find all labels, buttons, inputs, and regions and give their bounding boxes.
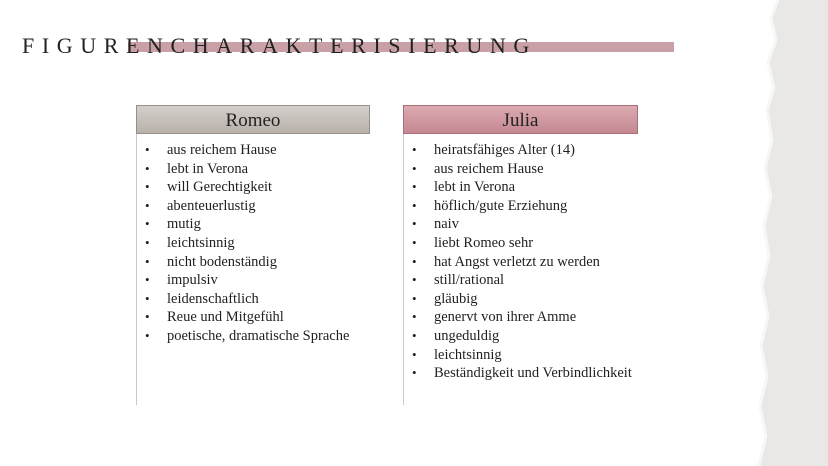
romeo-header: Romeo (136, 105, 370, 134)
list-item: • leichtsinnig (404, 346, 638, 365)
list-item: • höflich/gute Erziehung (404, 197, 638, 216)
julia-trait-list (404, 141, 638, 383)
list-item: • will Gerechtigkeit (137, 178, 370, 197)
list-item: • mutig (137, 215, 370, 234)
slide-title: FIGURENCHARAKTERISIERUNG (22, 33, 537, 58)
list-item: • abenteuerlustig (137, 197, 370, 216)
torn-paper-decoration (738, 0, 828, 466)
list-item: • liebt Romeo sehr (404, 234, 638, 253)
list-item: • naiv (404, 215, 638, 234)
list-item: • aus reichem Hause (404, 160, 638, 179)
list-item: • leidenschaftlich (137, 290, 370, 309)
list-item: • genervt von ihrer Amme (404, 308, 638, 327)
list-item: • Reue und Mitgefühl (137, 308, 370, 327)
list-item: • still/rational (404, 271, 638, 290)
list-item: • heiratsfähiges Alter (14) (404, 141, 638, 160)
list-item: • hat Angst verletzt zu werden (404, 253, 638, 272)
list-item: • gläubig (404, 290, 638, 309)
list-item: • nicht bodenständig (137, 253, 370, 272)
list-item: • lebt in Verona (404, 178, 638, 197)
julia-column (403, 105, 638, 405)
list-item: • impulsiv (137, 271, 370, 290)
list-item: • lebt in Verona (137, 160, 370, 179)
list-item: • aus reichem Hause (137, 141, 370, 160)
julia-trait-box (403, 134, 638, 405)
list-item: • leichtsinnig (137, 234, 370, 253)
romeo-trait-box (136, 134, 370, 405)
list-item: • poetische, dramatische Sprache (137, 327, 370, 346)
romeo-trait-list (137, 141, 370, 346)
romeo-column (136, 105, 370, 405)
list-item: • ungeduldig (404, 327, 638, 346)
list-item: • Beständigkeit und Verbindlichkeit (404, 364, 638, 383)
julia-header: Julia (403, 105, 638, 134)
